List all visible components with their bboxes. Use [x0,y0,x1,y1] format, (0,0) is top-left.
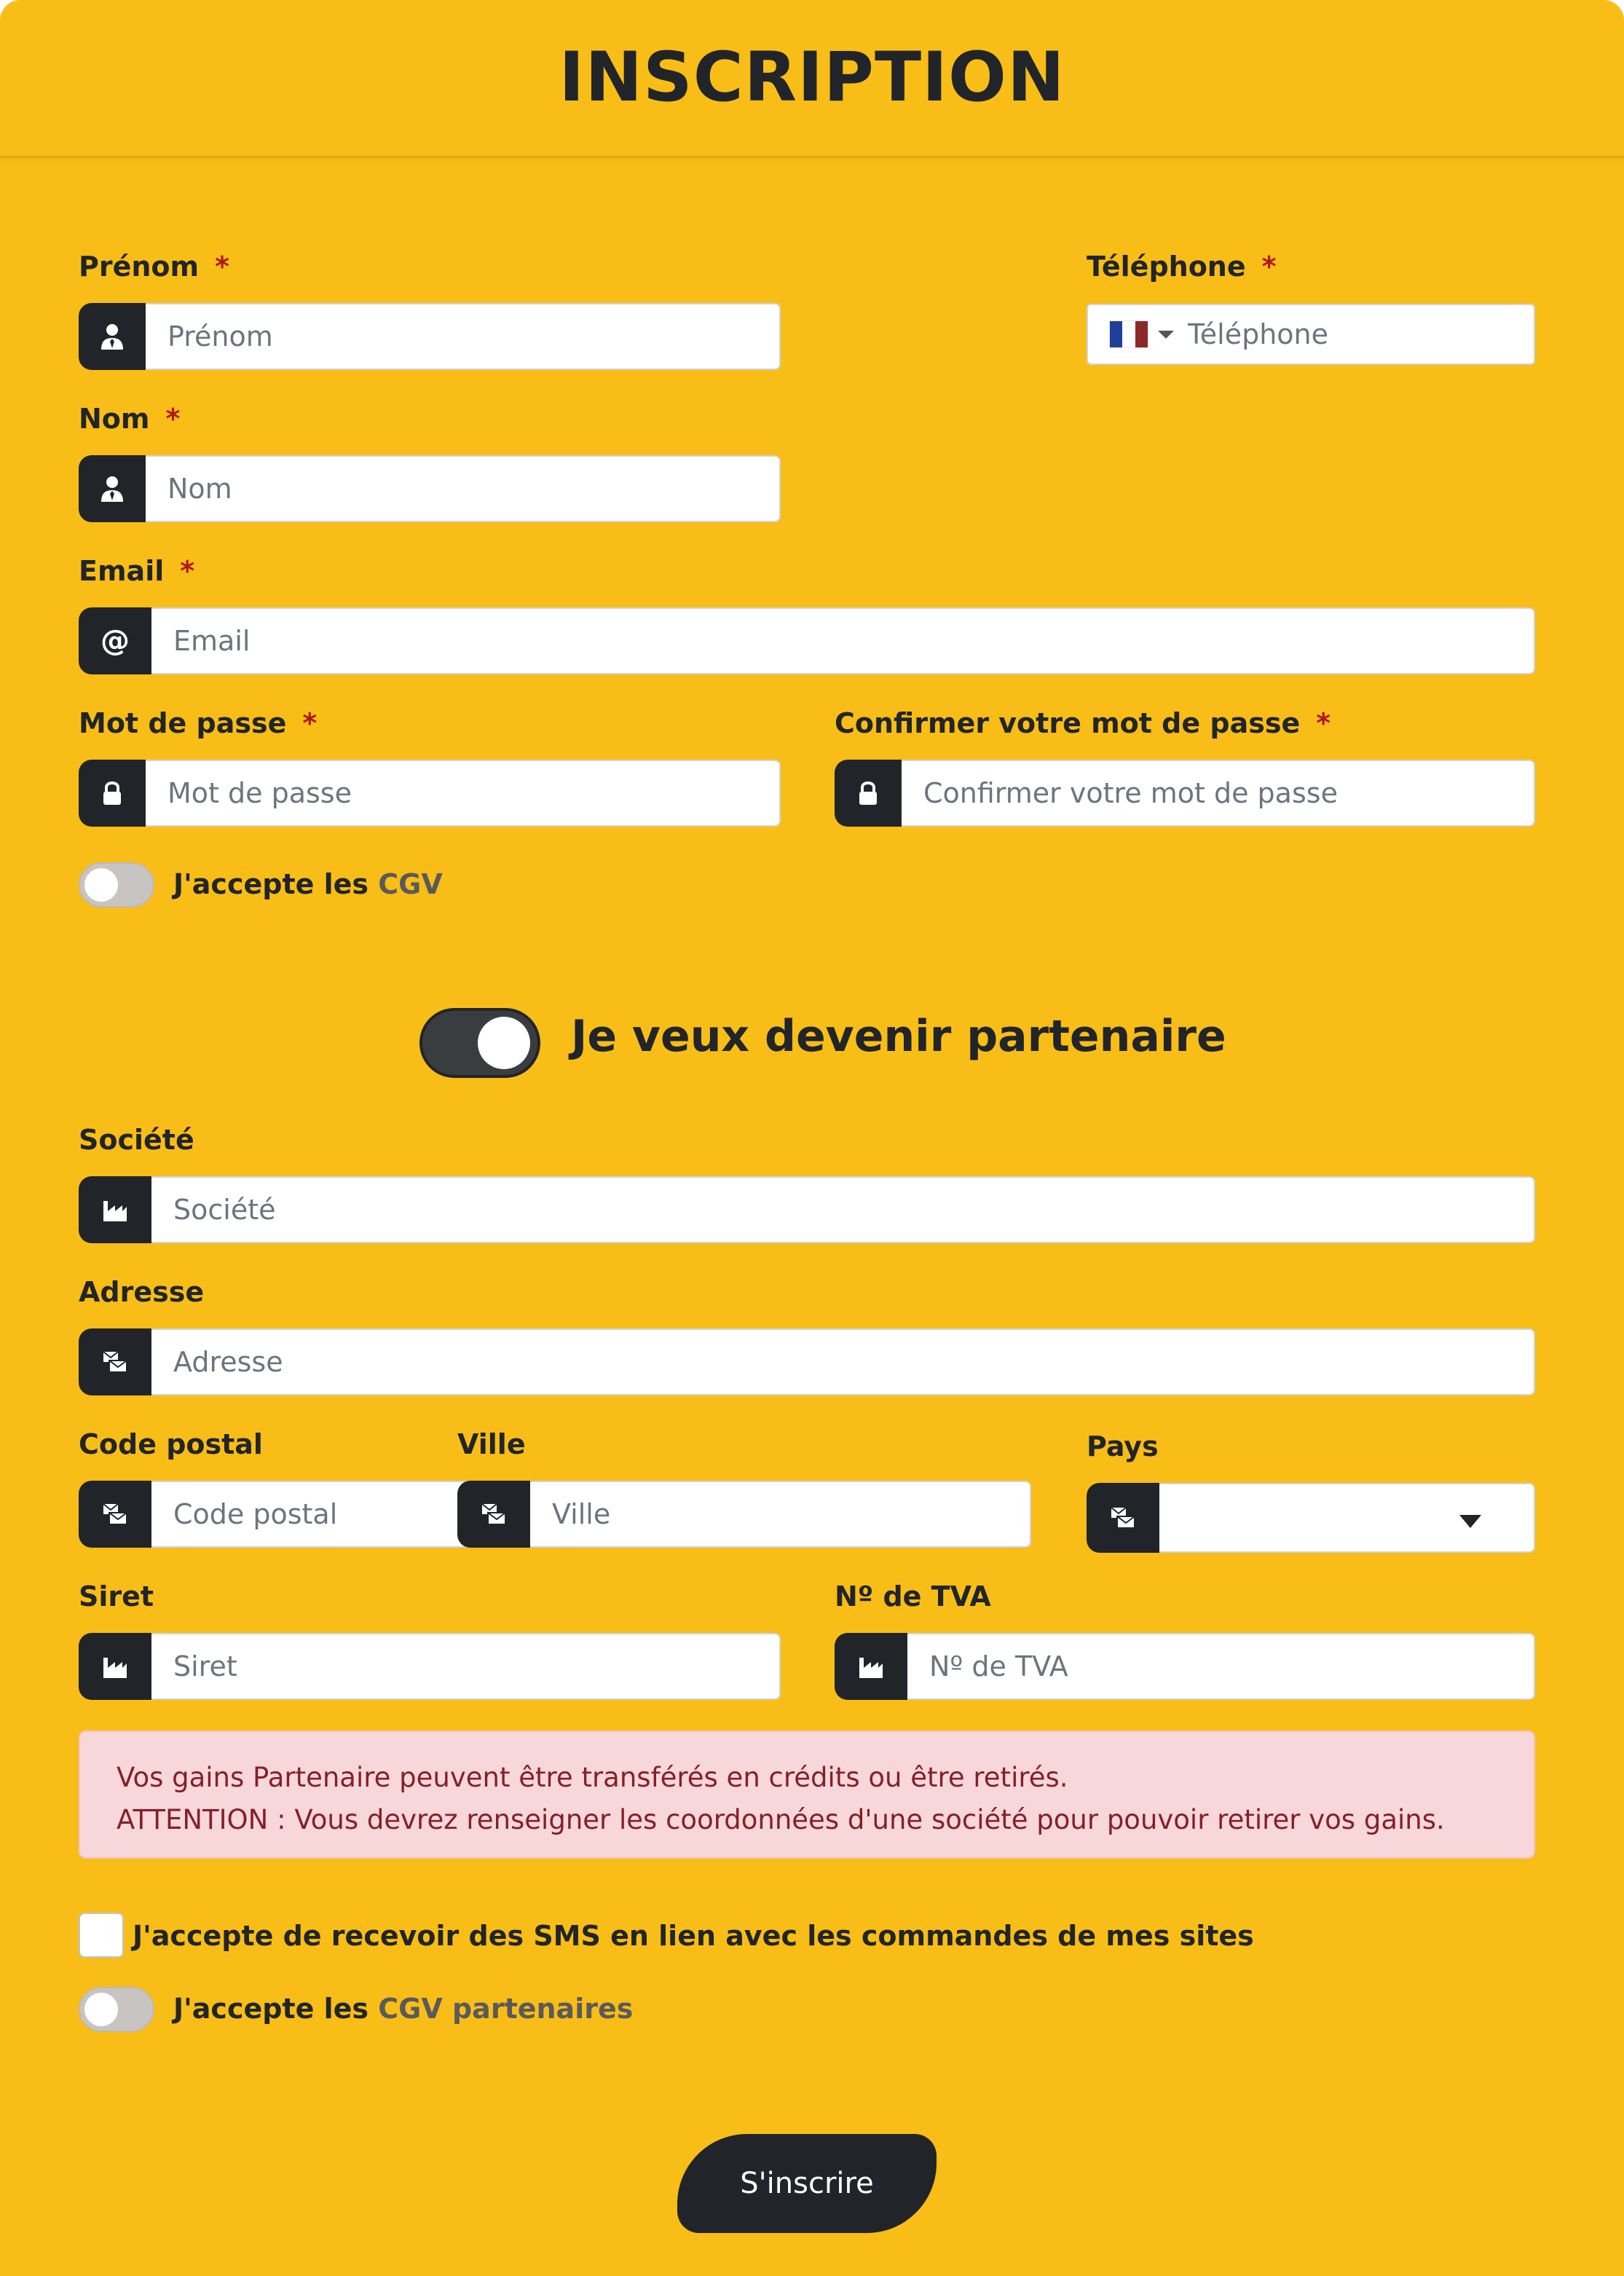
pays-label [1087,1430,1159,1462]
adresse-group [79,1328,1535,1395]
adresse-input[interactable] [151,1328,1535,1395]
france-flag-icon [1110,321,1148,347]
lock-icon [835,760,902,827]
industry-icon [79,1633,151,1700]
telephone-field [1087,304,1535,365]
tva-label [835,1580,991,1613]
adresse-label-text: Adresse [79,1276,205,1308]
card-header [0,0,1624,158]
telephone-input[interactable] [1175,308,1534,361]
societe-input[interactable] [151,1176,1535,1243]
required-mark: * [302,707,318,739]
prenom-group [79,303,781,370]
nom-label [79,403,180,435]
country-code-selector[interactable] [1110,312,1175,356]
mail-bulk-icon [457,1481,530,1548]
ville-input[interactable] [530,1481,1031,1548]
password-label-text: Mot de passe [79,707,287,739]
page-title: INSCRIPTION [559,38,1065,117]
prenom-label-text: Prénom [79,251,200,283]
cgv-toggle[interactable] [79,862,154,907]
siret-label [79,1580,154,1613]
mail-bulk-icon [1087,1483,1159,1553]
telephone-label-text: Téléphone [1087,251,1246,283]
toggle-knob [478,1017,530,1069]
email-group [79,607,1535,674]
prenom-label [79,251,229,283]
sms-checkbox-label: J'accepte de recevoir des SMS en lien avec les commandes de mes sites [133,1920,1254,1952]
siret-group [79,1633,781,1700]
code-postal-label [79,1428,263,1460]
code-postal-group [79,1481,402,1548]
at-symbol: @ [100,624,130,658]
societe-group [79,1176,1535,1243]
nom-group [79,455,781,522]
password-group [79,760,781,827]
confirm-password-input[interactable] [902,760,1535,827]
alert-line-2: ATTENTION : Vous devrez renseigner les coordonnées d'une société pour pouvoir retirer vos gains. [117,1804,1445,1835]
tva-group [835,1633,1535,1700]
partner-toggle-label: Je veux devenir partenaire [571,1011,1226,1062]
tva-label-text: Nº de TVA [835,1580,991,1613]
cgv-partner-label [173,1993,633,2025]
password-input[interactable] [146,760,781,827]
societe-label-text: Société [79,1124,194,1156]
siret-input[interactable] [151,1633,781,1700]
at-icon [79,607,151,674]
confirm-password-group [835,760,1535,827]
confirm-password-label [835,707,1331,739]
user-tie-icon [79,455,146,522]
toggle-knob [84,868,118,902]
user-tie-icon [79,303,146,370]
cgv-partner-toggle[interactable] [79,1987,154,2032]
tva-input[interactable] [907,1633,1535,1700]
required-mark: * [215,251,229,283]
code-postal-label-text: Code postal [79,1428,263,1460]
societe-label [79,1124,194,1156]
siret-label-text: Siret [79,1580,154,1613]
caret-down-icon [1158,331,1174,339]
mail-bulk-icon [79,1328,151,1395]
sms-checkbox[interactable] [79,1913,124,1958]
cgv-partner-link[interactable]: CGV partenaires [378,1993,634,2025]
caret-down-icon [1459,1515,1481,1528]
email-input[interactable] [151,607,1535,674]
required-mark: * [165,403,181,435]
cgv-partner-label-prefix: J'accepte les [173,1993,379,2025]
email-label [79,555,194,587]
cgv-label [173,868,443,900]
password-label [79,707,317,739]
mail-bulk-icon [79,1481,151,1548]
partner-toggle[interactable] [419,1008,540,1078]
industry-icon [835,1633,907,1700]
pays-label-text: Pays [1087,1430,1159,1462]
toggle-knob [84,1993,118,2026]
pays-select[interactable] [1159,1483,1535,1553]
ville-group [457,1481,1031,1548]
alert-line-1: Vos gains Partenaire peuvent être transférés en crédits ou être retirés. [117,1762,1068,1793]
required-mark: * [180,555,195,587]
confirm-password-label-text: Confirmer votre mot de passe [835,707,1301,739]
ville-label-text: Ville [457,1428,526,1460]
lock-icon [79,760,146,827]
partner-alert [79,1730,1535,1859]
ville-label [457,1428,526,1460]
prenom-input[interactable] [146,303,781,370]
required-mark: * [1316,707,1331,739]
adresse-label [79,1276,204,1308]
email-label-text: Email [79,555,165,587]
nom-input[interactable] [146,455,781,522]
industry-icon [79,1176,151,1243]
cgv-link[interactable]: CGV [378,868,443,900]
nom-label-text: Nom [79,403,150,435]
telephone-label [1087,251,1277,283]
submit-button[interactable]: S'inscrire [677,2134,937,2233]
required-mark: * [1261,251,1277,283]
cgv-label-prefix: J'accepte les [173,868,379,900]
